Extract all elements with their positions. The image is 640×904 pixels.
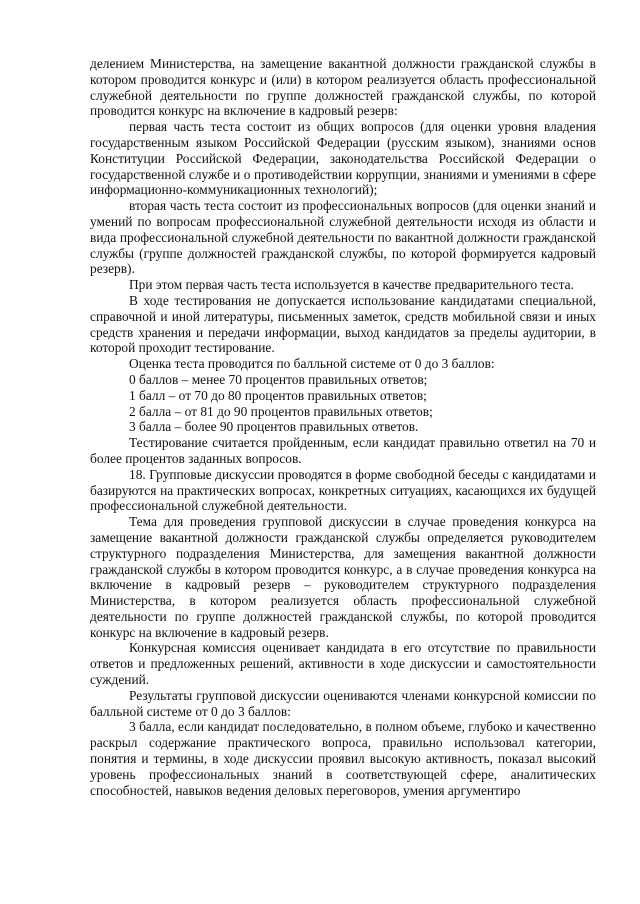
paragraph: Результаты групповой дискуссии оцениваются членами конкурсной комиссии по балльной системе от 0 до 3 баллов: [90, 687, 596, 719]
paragraph: В ходе тестирования не допускается использование кандидатами специальной, справочной и иной литературы, письменных заметок, средств мобильной связи и иных средств хранения и передачи информации, выход кандидатов за пределы аудитории, в которой проходит тестирование. [90, 292, 596, 356]
paragraph: 1 балл – от 70 до 80 процентов правильных ответов; [129, 387, 427, 403]
paragraph: Тестирование считается пройденным, если кандидат правильно ответил на 70 и более процентов заданных вопросов. [90, 435, 596, 466]
paragraph: 3 балла, если кандидат последовательно, в полном объеме, глубоко и качественно раскрыл содержание практического вопроса, правильно использовал категории, понятия и термины, в ходе дискуссии проявил высокую активность, показал высокий уровень профессиональных знаний в соответствующей сфере, аналитических способностей, навыков ведения деловых переговоров, умения аргументиро [90, 719, 596, 798]
paragraph: первая часть теста состоит из общих вопросов (для оценки уровня владения государственным языком Российской Федерации (русским языком), знаниями основ Конституции Российской Федерации, законодательства Российской Федерации о государственной службе и о противодействии коррупции, знаниями и умениями в сфере информационно-коммуникационных технологий); [90, 119, 596, 198]
paragraph: вторая часть теста состоит из профессиональных вопросов (для оценки знаний и умений по вопросам профессиональной служебной деятельности исходя из области и вида профессиональной служебной деятельности по вакантной должности гражданской службы (группе должностей гражданской службы, по которой формируется кадровый резерв). [90, 198, 596, 277]
paragraph: 2 балла – от 81 до 90 процентов правильных ответов; [129, 403, 433, 419]
paragraph: Тема для проведения групповой дискуссии в случае проведения конкурса на замещение вакантной должности гражданской службы определяется руководителем структурного подразделения Министерства, для замещения вакантной должности гражданской службы в котором проводится конкурс, а в случае проведения конкурса на включение в кадровый резерв – руководителем структурного подразделения Министерства, в котором реализуется область профессиональной служебной деятельности по группе должностей гражданской службы, по которой проводится конкурс на включение в кадровый резерв. [90, 514, 596, 640]
paragraph: При этом первая часть теста используется в качестве предварительного теста. [129, 277, 574, 293]
paragraph: Конкурсная комиссия оценивает кандидата в его отсутствие по правильности ответов и предложенных решений, активности в ходе дискуссии и самостоятельности суждений. [90, 640, 596, 688]
paragraph: 0 баллов – менее 70 процентов правильных ответов; [129, 371, 428, 387]
paragraph: 3 балла – более 90 процентов правильных ответов. [129, 419, 419, 435]
paragraph: 18. Групповые дискуссии проводятся в форме свободной беседы с кандидатами и базируются на практических вопросах, конкретных ситуациях, касающихся их будущей профессиональной служебной деятельности. [90, 466, 596, 514]
paragraph: Оценка теста проводится по балльной системе от 0 до 3 баллов: [129, 356, 495, 372]
paragraph: делением Министерства, на замещение вакантной должности гражданской службы в котором проводится конкурс и (или) в котором реализуется область профессиональной служебной деятельности по группе должностей гражданской службы, по которой проводится конкурс на включение в кадровый резерв: [90, 56, 596, 119]
document-body [90, 56, 596, 798]
